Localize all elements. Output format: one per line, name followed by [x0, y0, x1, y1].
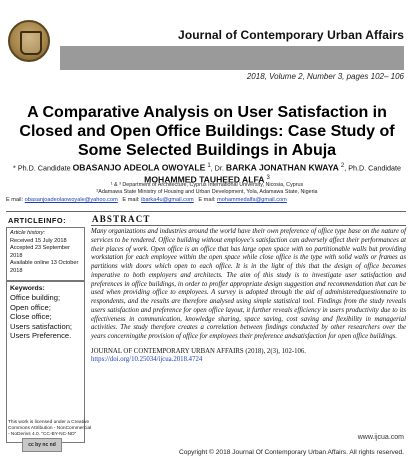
- license-text: This work is licensed under a Creative Commons Attribution - NonCommercial - NoDerivs 4.0. "CC-BY-NC-ND": [8, 420, 92, 437]
- keyword-item: Users satisfaction;: [10, 321, 73, 331]
- journal-name: Journal of Contemporary Urban Affairs: [178, 28, 404, 42]
- affiliation-1: ¹ & ³ Department of Architecture, Cyprus International University, Nicosia, Cyprus: [110, 182, 304, 188]
- author-1-prefix: * Ph.D. Candidate: [13, 163, 71, 173]
- article-history-box: [6, 227, 85, 281]
- abstract-body: Many organizations and industries around the world have their own preference of office type base on the nature of services to be rendered. Office building without employee's satisfaction can adversely affect their performances at their places of work. Open office is an office that has large open space with no partitionable walls but providing workstation for each employee within the open space while close office is the type with solid walls or frames as partitions with doors which open to each office. It is in the light of this that the design of office becomes imperative to both employers and architects. The aim of this study is to investigate user satisfaction and preferences in office buildings, in order to proffer appropriate design suggestion and recommendation that can be used when providing office to employees. A survey is adopted through the aid of administeredquestionnaire to respondents, and the results are therefore analysed using simple statistical tool. Findings from the study reveals users satisfaction and preference for open office layout, it further reveals efficiency in users productivity due to its effectiveness in communication, knowledge sharing, space saving, cost saving and flexibility in managerial activities. The study therefore creates a correlation between findings conducted by other researchers over the years concerningthe provision of office for employees their preference andsatisfaction for open office buildings.: [91, 228, 406, 340]
- available-date: Available online 13 October 2018: [10, 260, 79, 274]
- journal-logo: [8, 20, 50, 62]
- author-2-name: BARKA JONATHAN KWAYA: [225, 162, 339, 173]
- abstract-heading: ABSTRACT: [92, 214, 151, 224]
- license-note: [8, 420, 93, 452]
- email-label-2: E mail:: [122, 197, 140, 203]
- author-1-name: OBASANJO ADEOLA OWOYALE: [72, 162, 206, 173]
- accepted-date: Accepted 23 September 2018: [10, 245, 71, 259]
- keywords-box: [6, 281, 85, 443]
- email-line: [6, 197, 408, 203]
- keyword-item: Open office;: [10, 302, 51, 312]
- cc-license-badge[interactable]: cc by nc nd: [22, 438, 62, 452]
- citation: [91, 348, 406, 365]
- website-url[interactable]: www.ijcua.com: [357, 434, 404, 441]
- keyword-item: Users Preference.: [10, 331, 72, 341]
- article-info-column: [6, 214, 85, 443]
- email-label-3: E mail:: [198, 197, 216, 203]
- author-2-prefix: , Dr.: [210, 163, 224, 173]
- keyword-item: Office building;: [10, 293, 61, 303]
- doi-link[interactable]: https://doi.org/10.25034/ijcua.2018.4724: [91, 356, 203, 364]
- copyright-notice: Copyright © 2018 Journal Of Contemporary Urban Affairs. All rights reserved.: [179, 449, 404, 456]
- affiliation-2: ²Adamawa State Ministry of Housing and Urban Development, Yola, Adamawa State, Nigeria: [96, 189, 318, 195]
- volume-info: 2018, Volume 2, Number 3, pages 102– 106: [246, 72, 404, 81]
- email-link-3[interactable]: mohammedalfa@gmail.com: [217, 197, 287, 203]
- section-divider: [6, 211, 406, 212]
- keyword-item: Close office;: [10, 312, 52, 322]
- author-3-prefix: , Ph.D. Candidate: [344, 163, 401, 173]
- abstract-rule: [91, 225, 406, 226]
- author-3-sup: 3: [266, 175, 270, 182]
- article-info-heading: ARTICLEINFO:: [8, 216, 67, 225]
- abstract-column: [91, 214, 406, 365]
- header-bar: [60, 46, 404, 70]
- keywords-label: Keywords:: [10, 285, 45, 292]
- email-link-2[interactable]: ibarka4u@gmail.com: [141, 197, 194, 203]
- author-1-sup: 1: [207, 163, 211, 169]
- paper-title: A Comparative Analysis on User Satisfaction in Closed and Open Office Buildings: Case Study of Some Selected Buildings in Abuja: [19, 104, 395, 159]
- author-3-name: MOHAMMED TAUHEED ALFA: [144, 174, 265, 185]
- citation-text: JOURNAL OF CONTEMPORARY URBAN AFFAIRS (2018), 2(3), 102-106.: [91, 347, 307, 355]
- history-label: Article history:: [10, 230, 46, 236]
- email-label-1: E mail:: [6, 197, 24, 203]
- affiliations: [10, 182, 404, 196]
- received-date: Received 15 July 2018: [10, 237, 67, 244]
- author-2-sup: 2: [340, 163, 345, 169]
- email-link-1[interactable]: obasanjoadeolaowoyale@yahoo.com: [24, 197, 118, 203]
